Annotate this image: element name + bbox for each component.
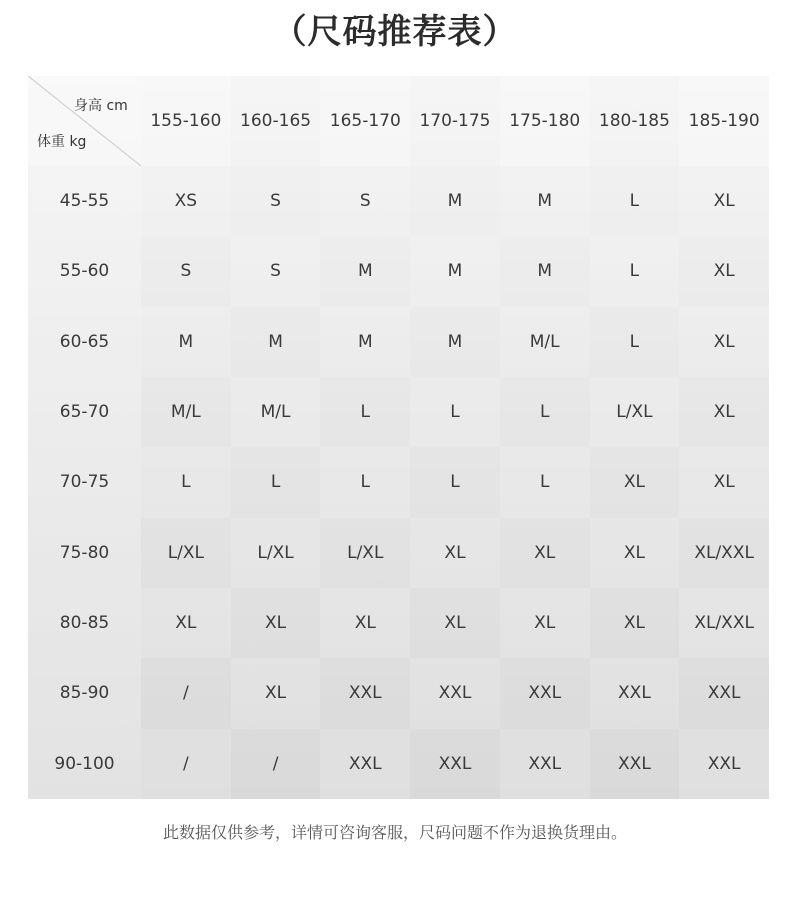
- weight-axis-label: 体重 kg: [37, 134, 87, 150]
- size-cell: M/L: [170, 402, 201, 423]
- corner-header-cell: [28, 76, 141, 166]
- size-cell: L: [629, 191, 640, 212]
- height-column-header: 170-175: [410, 76, 500, 166]
- size-cell: L: [590, 236, 680, 306]
- size-cell: XL: [444, 613, 466, 634]
- size-cell: XL: [231, 658, 321, 728]
- weight-row-label: 70-75: [28, 447, 141, 517]
- diagonal-divider: [28, 76, 141, 166]
- size-cell: /: [272, 753, 279, 774]
- size-cell: M: [268, 331, 283, 352]
- weight-row-label: 80-85: [28, 588, 141, 658]
- page-title: （尺码推荐表）: [272, 12, 518, 52]
- weight-row-label: 65-70: [28, 377, 141, 447]
- size-chart-table: [28, 76, 769, 799]
- size-cell: M: [357, 261, 373, 282]
- size-cell: XL: [534, 542, 556, 563]
- size-cell: XL: [265, 613, 287, 634]
- size-cell: L: [629, 331, 640, 352]
- size-cell: L/XL: [231, 518, 321, 588]
- weight-row-label: 55-60: [28, 236, 141, 306]
- height-column-header: 180-185: [590, 76, 680, 166]
- size-cell: XXL: [410, 658, 500, 728]
- size-cell: L: [410, 377, 500, 447]
- size-grid: [28, 76, 769, 799]
- size-cell: XL: [679, 447, 769, 517]
- size-cell: XL: [713, 402, 735, 423]
- size-cell: S: [270, 191, 281, 212]
- size-cell: L: [141, 447, 231, 517]
- size-cell: S: [231, 236, 321, 306]
- height-column-header: 185-190: [679, 76, 769, 166]
- size-cell: XXL: [707, 683, 741, 704]
- size-cell: XXL: [679, 729, 769, 799]
- size-cell: XXL: [348, 683, 382, 704]
- size-cell: L: [500, 447, 590, 517]
- size-cell: XL: [590, 518, 680, 588]
- size-cell: XXL: [528, 683, 562, 704]
- size-cell: XL: [679, 307, 769, 377]
- size-cell: XXL: [590, 658, 680, 728]
- size-cell: XXL: [438, 753, 472, 774]
- size-cell: M/L: [231, 377, 321, 447]
- size-cell: L: [450, 472, 460, 493]
- size-cell: /: [141, 729, 231, 799]
- size-cell: XL/XXL: [694, 542, 754, 563]
- weight-row-label: 75-80: [28, 518, 141, 588]
- size-cell: XS: [141, 166, 231, 236]
- weight-row-label: 85-90: [28, 658, 141, 728]
- size-cell: M: [447, 331, 463, 352]
- size-cell: S: [320, 166, 410, 236]
- size-cell: XL: [410, 518, 500, 588]
- weight-row-label: 45-55: [28, 166, 141, 236]
- height-column-header: 160-165: [231, 76, 321, 166]
- size-cell: M: [537, 261, 553, 282]
- size-cell: L: [270, 472, 281, 493]
- height-column-header: 155-160: [141, 76, 231, 166]
- size-cell: M: [141, 307, 231, 377]
- size-cell: M: [447, 191, 463, 212]
- size-cell: L: [320, 447, 410, 517]
- size-cell: XXL: [618, 753, 651, 774]
- size-cell: XXL: [500, 729, 590, 799]
- size-cell: M: [410, 236, 500, 306]
- size-cell: M: [500, 166, 590, 236]
- size-cell: XL: [320, 588, 410, 658]
- size-cell: S: [180, 261, 192, 282]
- disclaimer-note: 此数据仅供参考，详情可咨询客服，尺码问题不作为退换货理由。: [162, 823, 627, 842]
- height-axis-label: 身高 cm: [74, 98, 128, 114]
- size-cell: XL: [623, 613, 645, 634]
- height-column-header: 165-170: [320, 76, 410, 166]
- size-cell: L/XL: [167, 542, 205, 563]
- size-cell: M/L: [500, 307, 590, 377]
- size-cell: XL: [679, 166, 769, 236]
- size-cell: XL: [500, 588, 590, 658]
- size-cell: L/XL: [590, 377, 680, 447]
- size-cell: XL/XXL: [679, 588, 769, 658]
- size-cell: XL: [623, 472, 645, 493]
- size-cell: M: [320, 307, 410, 377]
- size-cell: XL: [713, 261, 735, 282]
- size-cell: XXL: [320, 729, 410, 799]
- size-cell: XL: [141, 588, 231, 658]
- weight-row-label: 90-100: [28, 729, 141, 799]
- height-column-header: 175-180: [500, 76, 590, 166]
- size-cell: L: [539, 402, 550, 423]
- size-cell: L: [360, 402, 371, 423]
- size-cell: L/XL: [347, 542, 384, 563]
- weight-row-label: 60-65: [28, 307, 141, 377]
- size-cell: /: [182, 683, 189, 704]
